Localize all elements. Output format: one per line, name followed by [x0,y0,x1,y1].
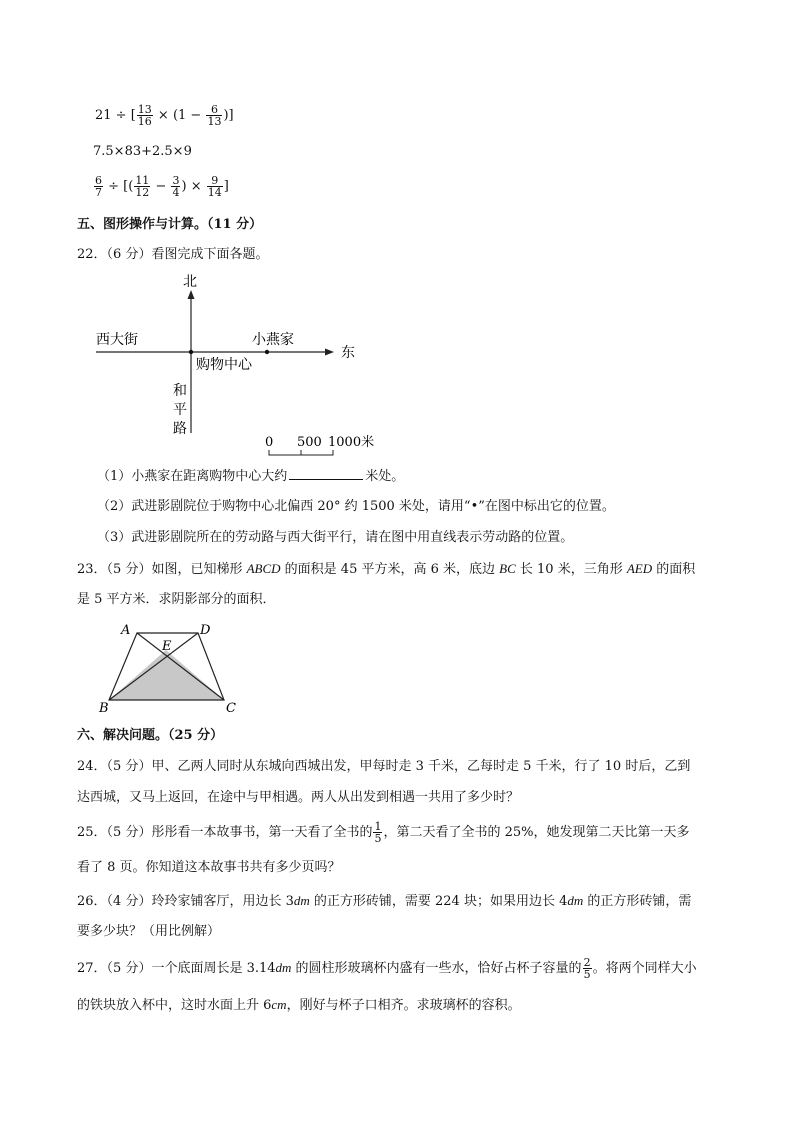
north-arrow [188,290,195,299]
expression-1 [95,104,234,127]
q23-italic: ABCD [246,561,281,576]
expression-3 [93,175,229,198]
shopping-center-point [189,350,193,354]
fraction-numerator: 3 [172,174,180,187]
q23-line2: 是 5 平方米．求阴影部分的面积． [77,592,276,607]
heping-road-label-3: 路 [173,421,187,437]
q26-line1 [77,891,691,912]
expr-text: − [151,179,171,194]
q25-text: 25．（5 分）彤彤看一本故事书，第一天看了全书的 [77,825,373,840]
fraction-numerator: 2 [583,956,591,969]
q23-text: 的面积 [652,562,696,577]
fraction-numerator: 6 [206,104,222,116]
heping-road-label-2: 平 [173,402,187,418]
fraction-denominator: 5 [583,968,591,981]
q23-italic: AED [626,561,653,576]
xiaoyan-home-point [265,350,269,354]
q22-sub1 [97,466,404,487]
q26-line2: 要多少块？（用比例解） [77,924,221,939]
east-arrow [325,349,334,356]
fraction [373,821,382,844]
fraction-numerator: 11 [135,174,150,187]
fraction [94,175,103,198]
q27-text: 27．（5 分）一个底面周长是 3.14 [77,961,276,976]
q22-sub1-text: （1）小燕家在距离购物中心大约 [97,469,288,484]
expr-text: ÷ [( [104,179,134,194]
q22-sub3: （3）武进影剧院所在的劳动路与西大街平行，请在图中用直线表示劳动路的位置。 [97,530,574,545]
q27-text: 的圆柱形玻璃杯内盛有一些水，恰好占杯子容量的 [291,961,582,976]
fraction-denominator: 4 [172,186,180,199]
q22-sub2: （2）武进影剧院位于购物中心北偏西 20° 约 1500 米处，请用“•”在图中标出它的位置。 [97,499,615,514]
label-e: E [162,639,172,654]
east-label: 东 [341,345,355,361]
label-b: B [99,701,109,716]
scale-label-0: 0 [265,435,274,450]
scale-label-500: 500 [297,435,322,450]
expr-text: 21 ÷ [ [95,108,136,123]
q23-text: 长 10 米，三角形 [515,562,627,577]
section-6-heading: 六、解决问题。（25 分） [77,728,224,743]
shopping-center-label: 购物中心 [196,357,252,373]
fraction [171,175,180,198]
fraction-denominator: 14 [207,186,222,199]
q26-text: 的正方形砖铺，需 [583,894,692,909]
q25-line2: 看了 8 页。你知道这本故事书共有多少页吗？ [77,860,341,875]
q27-line1 [77,957,697,980]
scale-label-1000: 1000米 [328,435,375,450]
expr-text: )] [223,108,234,123]
fraction [583,957,592,980]
q23-line1 [77,559,695,580]
q25-text: ，第二天看了全书的 25%，她发现第二天比第一天多 [383,825,690,840]
q22-sub1-text: 米处。 [365,469,405,484]
fraction-denominator: 16 [137,115,152,128]
q24-line2: 达西城，又马上返回，在途中与甲相遇。两人从出发到相遇一共用了多少时？ [77,790,520,805]
q22-stem: 22．（6 分）看图完成下面各题。 [77,247,269,262]
north-label: 北 [183,274,197,290]
q23-text: 23．（5 分）如图，已知梯形 [77,562,247,577]
q22-map-diagram [90,268,380,458]
fraction-denominator: 7 [95,186,102,199]
q27-text: 。将两个同样大小 [592,961,697,976]
fraction-numerator: 6 [95,174,102,187]
q23-trapezoid-diagram [100,618,250,718]
q26-unit: dm [567,893,584,908]
answer-blank[interactable] [289,466,363,480]
fraction [206,104,222,127]
fraction-denominator: 12 [135,186,150,199]
q25-line1 [77,821,689,844]
q26-unit: dm [293,893,310,908]
fraction-numerator: 9 [207,175,223,187]
q23-italic: BC [499,561,516,576]
fraction-denominator: 13 [207,115,222,128]
xiaoyan-home-label: 小燕家 [252,332,294,348]
heping-road-label-1: 和 [173,383,187,399]
expr-text: × (1 − [153,108,206,123]
fraction-denominator: 5 [374,832,382,845]
label-a: A [121,623,131,638]
q27-unit: dm [275,960,292,975]
fraction-numerator: 13 [137,103,152,116]
q27-unit: cm [271,997,287,1012]
q27-line2 [77,995,521,1016]
expr-text: ) × [181,179,206,194]
q24-line1: 24．（5 分）甲、乙两人同时从东城向西城出发，甲每时走 3 千米，乙每时走 5 千米，行了 10 时后，乙到 [77,759,691,774]
q26-text: 的正方形砖铺，需要 224 块；如果用边长 4 [309,894,568,909]
fraction-numerator: 1 [374,820,382,833]
q27-text: 的铁块放入杯中，这时水面上升 6 [77,998,272,1013]
expression-2: 7.5×83+2.5×9 [93,144,192,159]
expr-text: ] [223,179,229,194]
label-c: C [226,701,236,716]
west-street-label: 西大街 [96,332,138,348]
q26-text: 26．（4 分）玲玲家铺客厅，用边长 3 [77,894,294,909]
q23-text: 的面积是 45 平方米，高 6 米，底边 [280,562,500,577]
fraction [137,104,153,127]
section-5-heading: 五、图形操作与计算。（11 分） [77,217,263,232]
fraction [207,175,223,198]
fraction [134,175,150,198]
label-d: D [200,623,211,638]
q27-text: ，刚好与杯子口相齐。求玻璃杯的容积。 [286,998,521,1013]
